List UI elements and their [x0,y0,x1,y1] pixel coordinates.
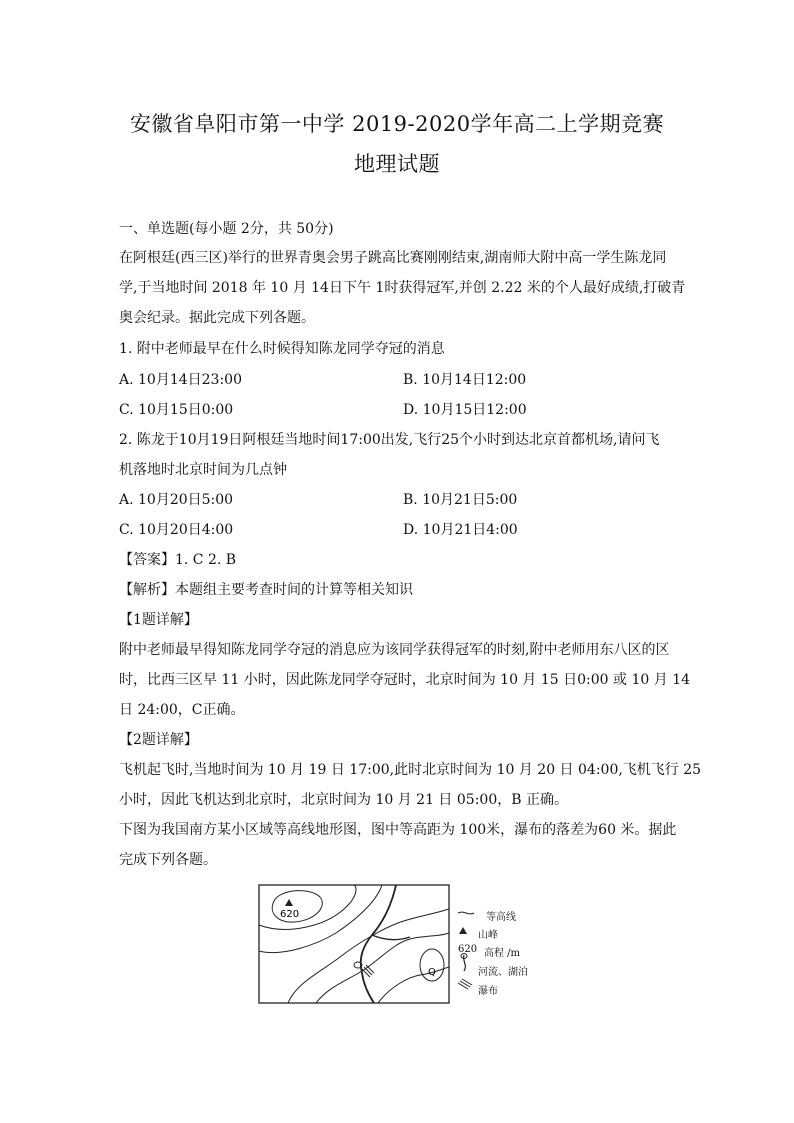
q1-option-d: D. 10月15日12:00 [403,402,527,418]
river-branch [372,935,410,940]
q2-option-d: D. 10月21日4:00 [403,522,518,538]
legend-contour: 等高线 [486,912,516,923]
q1-option-b: B. 10月14日12:00 [403,372,527,388]
legend-elevation-value: 620 [458,944,478,955]
detail2-line: 小时，因此飞机达到北京时，北京时间为 10 月 21 日 05:00，B 正确。 [119,792,568,808]
passage1-line: 学,于当地时间 2018 年 10 月 14日下午 1时获得冠军,并创 2.22 米的个人最好成绩,打破青 [119,280,686,296]
detail2-line: 飞机起飞时,当地时间为 10 月 19 日 17:00,此时北京时间为 10 月 20 日 04:00,飞机飞行 25 [119,762,702,778]
answer-line: 【答案】1. C 2. B [119,552,237,568]
lake-q-label: Q [428,967,436,978]
detail2-heading: 【2题详解】 [119,732,198,748]
detail1-line: 时，比西三区早 11 小时，因此陈龙同学夺冠时，北京时间为 10 月 15 日0:00 或 10 月 14 [119,672,691,688]
legend-river-lake: 河流、湖泊 [478,967,528,978]
document-title-line2: 地理试题 [354,152,440,176]
section-heading: 一、单选题(每小题 2分，共 50分) [119,221,334,237]
detail1-line: 附中老师最早得知陈龙同学夺冠的消息应为该同学获得冠军的时刻,附中老师用东八区的区 [119,642,670,658]
contour-line [288,909,449,1003]
legend-peak-icon [459,927,467,934]
question2-stem: 2. 陈龙于10月19日阿根廷当地时间17:00出发,飞行25个小时到达北京首都机场,请问飞 [119,432,660,448]
passage2-line: 下图为我国南方某小区域等高线地形图，图中等高距为 100米，瀑布的落差为60 米。据此 [119,822,677,838]
peak-elevation-label: 620 [280,909,300,920]
river [361,885,396,1003]
passage1-line: 奥会纪录。据此完成下列各题。 [119,310,315,326]
legend-waterfall-icon [458,979,472,989]
detail1-heading: 【1题详解】 [119,612,198,628]
q2-option-b: B. 10月21日5:00 [403,492,518,508]
legend-elevation: 高程 /m [484,948,521,959]
question2-stem: 机落地时北京时间为几点钟 [119,462,287,478]
q2-option-a: A. 10月20日5:00 [119,492,234,508]
contour-line [259,885,382,953]
contour-line [259,885,356,929]
contour-map-figure [258,883,528,1007]
peak-triangle [285,899,293,906]
question1-stem: 1. 附中老师最早在什么时候得知陈龙同学夺冠的消息 [119,341,445,357]
q1-option-a: A. 10月14日23:00 [119,372,242,388]
q1-option-c: C. 10月15日0:00 [119,402,234,418]
q2-option-c: C. 10月20日4:00 [119,522,234,538]
legend-contour-icon [458,912,474,914]
contour-line [378,967,449,1003]
passage2-line: 完成下列各题。 [119,852,217,868]
legend-waterfall: 瀑布 [478,986,498,997]
waterfall-symbol [362,965,374,977]
legend-peak: 山峰 [478,930,498,941]
detail1-line: 日 24:00，C正确。 [119,702,245,718]
analysis-line: 【解析】本题组主要考查时间的计算等相关知识 [119,582,413,598]
passage1-line: 在阿根廷(西三区)举行的世界青奥会男子跳高比赛刚刚结束,湖南师大附中高一学生陈龙同 [119,250,667,266]
document-title-line1: 安徽省阜阳市第一中学 2019-2020学年高二上学期竞赛 [129,112,665,136]
legend-river-icon [464,955,466,971]
